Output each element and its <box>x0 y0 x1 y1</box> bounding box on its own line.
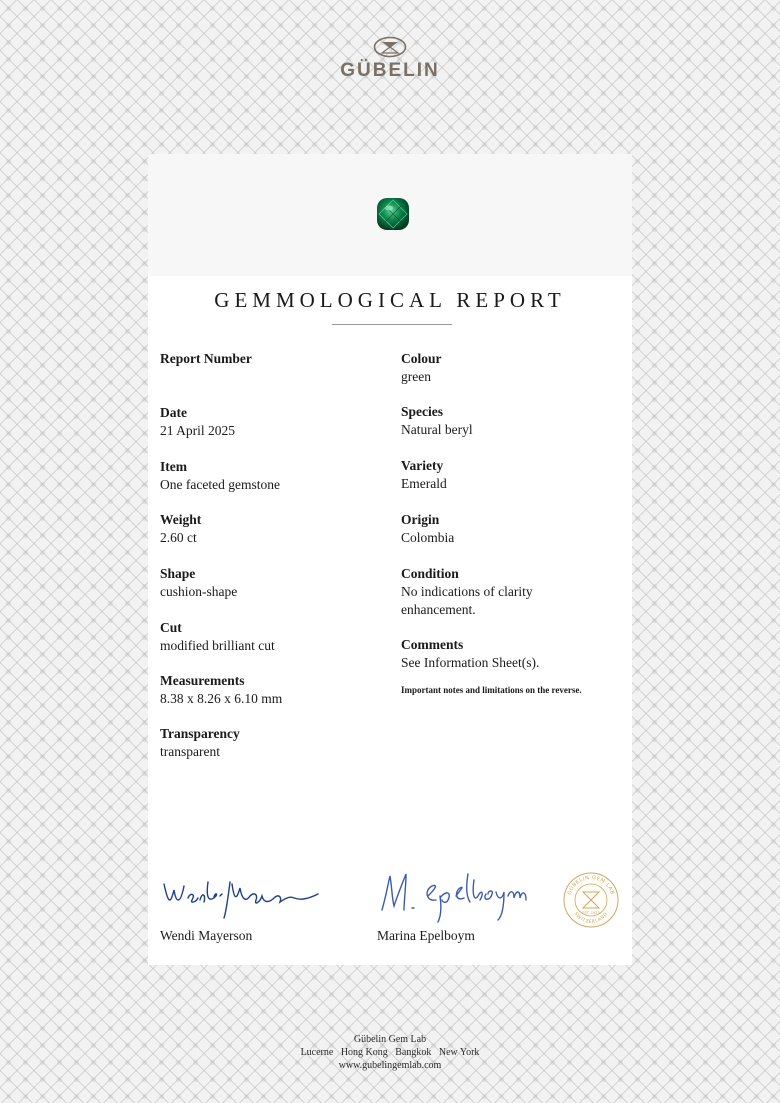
field-value: transparent <box>160 744 220 759</box>
field-value: modified brilliant cut <box>160 638 275 653</box>
footer-website: www.gubelingemlab.com <box>338 1060 442 1071</box>
field-comments <box>401 636 621 672</box>
field-report-number <box>160 350 380 368</box>
field-item <box>160 458 380 494</box>
field-value: 8.38 x 8.26 x 6.10 mm <box>160 691 283 706</box>
field-condition <box>401 565 576 619</box>
field-species <box>401 403 621 439</box>
seal-bottom-text: SWITZERLAND <box>572 911 610 926</box>
field-value: Emerald <box>401 476 447 491</box>
field-variety <box>401 457 621 493</box>
gubelin-lab-seal-icon <box>562 864 620 934</box>
field-value: 2.60 ct <box>160 530 197 545</box>
brand-name: GÜBELIN <box>340 60 440 81</box>
gubelin-logo <box>0 36 780 82</box>
gem-photo-area <box>148 154 632 276</box>
field-label: Report Number <box>160 351 252 366</box>
field-value: green <box>401 369 431 384</box>
field-measurements <box>160 672 380 708</box>
field-label: Shape <box>160 566 196 581</box>
field-label: Transparency <box>160 726 240 741</box>
field-label: Measurements <box>160 673 245 688</box>
seal-top-text: GÜBELIN GEM LAB <box>566 874 616 896</box>
footer <box>0 1033 780 1072</box>
field-cut <box>160 619 380 655</box>
field-colour <box>401 350 621 386</box>
report-panel <box>148 154 632 965</box>
emerald-gem-icon <box>376 197 410 231</box>
signatory-left-name: Wendi Mayerson <box>160 928 253 943</box>
field-label: Date <box>160 405 187 420</box>
footer-lab-name: Gübelin Gem Lab <box>353 1034 427 1045</box>
field-shape <box>160 565 380 601</box>
field-value: One faceted gemstone <box>160 477 280 492</box>
field-value: cushion-shape <box>160 584 238 599</box>
signature-marina-epelboym <box>376 866 556 924</box>
field-label: Variety <box>401 458 444 473</box>
signature-wendi-mayerson <box>160 872 325 922</box>
field-label: Comments <box>401 637 464 652</box>
field-transparency <box>160 725 380 761</box>
field-label: Item <box>160 459 187 474</box>
title-divider <box>332 324 452 325</box>
field-value: No indications of clarity enhancement. <box>401 584 533 617</box>
field-label: Weight <box>160 512 202 527</box>
field-value: See Information Sheet(s). <box>401 655 540 670</box>
signatory-right-name: Marina Epelboym <box>377 928 475 943</box>
field-value: Natural beryl <box>401 422 473 437</box>
seal-est-text: EST. 1923 <box>582 911 600 915</box>
field-label: Species <box>401 404 443 419</box>
field-label: Condition <box>401 566 459 581</box>
field-value: Colombia <box>401 530 455 545</box>
field-label: Origin <box>401 512 440 527</box>
important-notes: Important notes and limitations on the reverse. <box>401 685 582 695</box>
field-weight <box>160 511 380 547</box>
field-value: 21 April 2025 <box>160 423 236 438</box>
field-origin <box>401 511 621 547</box>
gubelin-emblem-icon <box>373 36 407 58</box>
report-title: GEMMOLOGICAL REPORT <box>214 288 566 312</box>
field-date <box>160 404 380 440</box>
footer-locations: Lucerne Hong Kong Bangkok New York <box>300 1047 480 1058</box>
field-label: Cut <box>160 620 182 635</box>
field-label: Colour <box>401 351 442 366</box>
